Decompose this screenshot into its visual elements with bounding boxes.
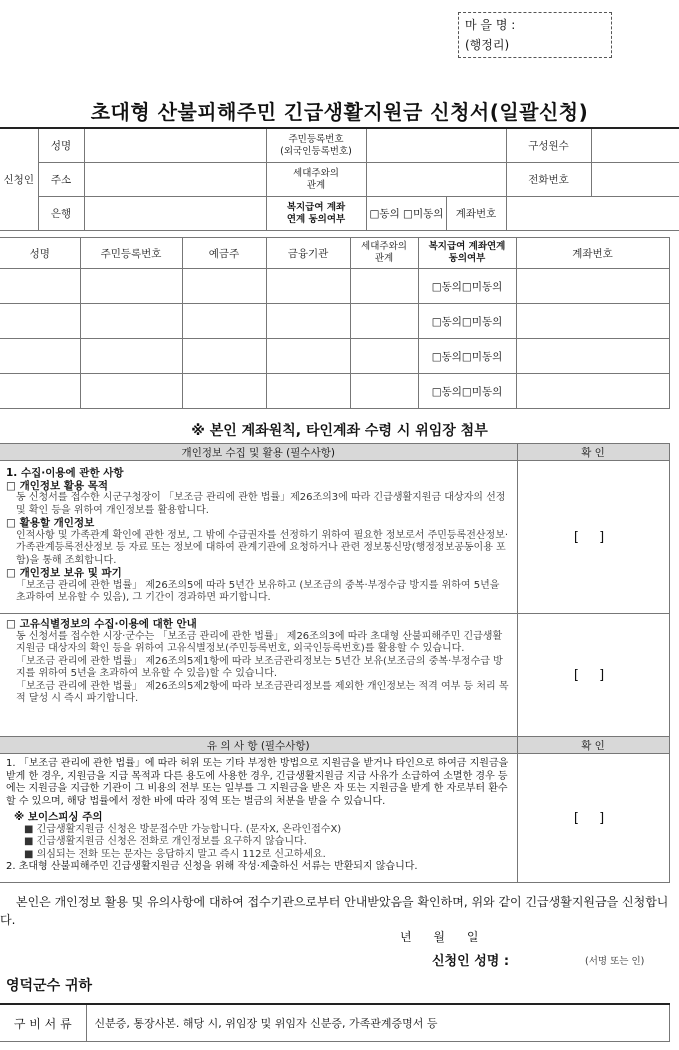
unique-text-2: 「보조금 관리에 관한 법률」 제26조의5제1항에 따라 보조금관리정보는 5년간 보유(보조금의 중복·부정수급 방지를 위하여 5년을 초과하여 보유할 수 있음)할 수 있습니다. — [16, 655, 503, 679]
member-cell[interactable] — [350, 269, 418, 304]
documents-table — [0, 1003, 670, 1042]
recipient: 영덕군수 귀하 — [6, 978, 93, 994]
privacy-confirm-1[interactable]: [ ] — [517, 461, 669, 614]
header-account: 계좌번호 — [516, 238, 669, 269]
documents-text: 신분증, 통장사본. 해당 시, 위임장 및 위임자 신분증, 가족관계증명서 등 — [86, 1004, 669, 1042]
member-cell[interactable] — [516, 339, 669, 374]
name-label: 성명 — [38, 128, 84, 163]
member-consent[interactable]: □동의□미동의 — [418, 339, 516, 374]
member-cell[interactable] — [516, 374, 669, 409]
consent-table — [0, 443, 670, 883]
member-cell[interactable] — [266, 339, 350, 374]
phishing-line-2: ■ 긴급생활지원금 신청은 전화로 개인정보를 요구하지 않습니다. — [24, 836, 307, 847]
member-cell[interactable] — [516, 304, 669, 339]
consent-label: 복지급여 계좌 연계 동의여부 — [266, 197, 366, 231]
village-sublabel: (행정리) — [465, 38, 510, 52]
unique-title: □ 고유식별정보의 수집·이용에 대한 안내 — [6, 618, 197, 630]
privacy-section-1 — [0, 461, 517, 614]
member-consent[interactable]: □동의□미동의 — [418, 269, 516, 304]
privacy-header: 개인정보 수집 및 활용 (필수사항) — [0, 444, 517, 461]
phishing-line-3: ■ 의심되는 전화 또는 문자는 응답하지 말고 즉시 112로 신고하세요. — [24, 848, 326, 860]
unique-text-1: 동 신청서를 접수한 시장·군수는 「보조금 관리에 관한 법률」 제26조의3에 따라 초대형 산불피해주민 긴급생활지원금 대상자의 확인 등을 위하여 고유식별정보(주민등록번호, 외국인등록번호)를 활용할 수 있습니다. — [16, 630, 503, 654]
privacy-sec1-title: 1. 수집·이용에 관한 사항 — [6, 467, 124, 479]
caution-item-1: 1. 「보조금 관리에 관한 법률」에 따라 허위 또는 기타 부정한 방법으로 지원금을 받거나 타인으로 하여금 지원금을 받게 한 경우, 지원금을 지급 목적과 다른 용도에 사용한 경우, 긴급생활지원금 지급 사유가 소급하여 소멸한 경우 등에는 지원금을 지급한 기관이 그 비용의 전부 또는 일부를 그 지원금을 받은 자 또는 지원금을 받게 한 자로부터 환수할 수 있으며, 해당 법률에서 정한 바에 따라 징역 또는 벌금의 처분을 받을 수 있습니다. — [6, 758, 509, 807]
member-cell[interactable] — [0, 374, 80, 409]
declaration-text: 본인은 개인정보 활용 및 유의사항에 대하여 접수기관으로부터 안내받았음을 확인하며, 위와 같이 긴급생활지원금을 신청합니다. — [0, 895, 669, 927]
header-institution: 금융기관 — [266, 238, 350, 269]
bank-label: 은행 — [38, 197, 84, 231]
retention-text: 「보조금 관리에 관한 법률」 제26조의5에 따라 5년간 보유하고 (보조금의 중복·부정수급 방지를 위하여 5년을 초과하여 보유할 수 있음), 그 기간이 경과하면 파기합니다. — [16, 579, 500, 603]
member-cell[interactable] — [0, 269, 80, 304]
account-field[interactable] — [506, 197, 679, 231]
member-cell[interactable] — [350, 374, 418, 409]
member-cell[interactable] — [80, 304, 182, 339]
unique-text-3: 「보조금 관리에 관한 법률」 제26조의5제2항에 따라 보조금관리정보를 제외한 개인정보는 적격 여부 등 처리 목적 달성 시 즉시 파기합니다. — [16, 680, 509, 704]
member-cell[interactable] — [182, 269, 266, 304]
member-consent[interactable]: □동의□미동의 — [418, 374, 516, 409]
documents-label: 구 비 서 류 — [0, 1004, 86, 1042]
village-box — [458, 12, 612, 58]
member-cell[interactable] — [182, 339, 266, 374]
phishing-line-1: ■ 긴급생활지원금 신청은 방문접수만 가능합니다. (문자X, 온라인접수X) — [24, 823, 342, 835]
applicant-table — [0, 127, 679, 231]
caution-confirm-header: 확 인 — [517, 737, 669, 754]
member-cell[interactable] — [0, 339, 80, 374]
header-depositor: 예금주 — [182, 238, 266, 269]
household-count-label: 구성원수 — [506, 128, 591, 163]
header-rrn: 주민등록번호 — [80, 238, 182, 269]
consent-checkboxes[interactable]: □동의 □미동의 — [366, 197, 446, 231]
retention-title: □ 개인정보 보유 및 파기 — [6, 567, 122, 579]
member-consent[interactable]: □동의□미동의 — [418, 304, 516, 339]
items-title: □ 활용할 개인정보 — [6, 517, 95, 529]
village-label: 마 을 명 : — [465, 18, 516, 32]
members-table — [0, 237, 670, 409]
rrn-label: 주민등록번호 (외국인등록번호) — [266, 128, 366, 163]
member-cell[interactable] — [80, 269, 182, 304]
member-cell[interactable] — [266, 269, 350, 304]
member-cell[interactable] — [350, 339, 418, 374]
member-cell[interactable] — [350, 304, 418, 339]
member-cell[interactable] — [266, 304, 350, 339]
phishing-title: ※ 보이스피싱 주의 — [14, 811, 103, 823]
member-cell[interactable] — [80, 374, 182, 409]
caution-header: 유 의 사 항 (필수사항) — [0, 737, 517, 754]
signature-label: 신청인 성명 : — [432, 954, 510, 969]
address-field[interactable] — [84, 163, 266, 197]
privacy-confirm-2[interactable]: [ ] — [517, 614, 669, 737]
name-field[interactable] — [84, 128, 266, 163]
household-count-field[interactable] — [591, 128, 679, 163]
member-cell[interactable] — [80, 339, 182, 374]
address-label: 주소 — [38, 163, 84, 197]
privacy-section-2 — [0, 614, 517, 737]
member-row — [0, 374, 669, 409]
page-title: 초대형 산불피해주민 긴급생활지원금 신청서(일괄신청) — [90, 100, 589, 124]
member-cell[interactable] — [0, 304, 80, 339]
caution-confirm[interactable]: [ ] — [517, 754, 669, 883]
header-name: 성명 — [0, 238, 80, 269]
header-consent: 복지급여 계좌연계 동의여부 — [418, 238, 516, 269]
phone-label: 전화번호 — [506, 163, 591, 197]
bank-field[interactable] — [84, 197, 266, 231]
rrn-field[interactable] — [366, 128, 506, 163]
privacy-confirm-header: 확 인 — [517, 444, 669, 461]
member-cell[interactable] — [516, 269, 669, 304]
header-relation: 세대주와의 관계 — [350, 238, 418, 269]
date-line: 년 월 일 — [400, 930, 479, 944]
caution-item-2: 2. 초대형 산불피해주민 긴급생활지원금 신청을 위해 작성·제출하신 서류는 반환되지 않습니다. — [6, 861, 418, 872]
relation-label: 세대주와의 관계 — [266, 163, 366, 197]
applicant-section-label: 신청인 — [0, 128, 38, 231]
member-cell[interactable] — [182, 304, 266, 339]
purpose-title: □ 개인정보 활용 목적 — [6, 479, 109, 492]
phone-field[interactable] — [591, 163, 679, 197]
member-row — [0, 269, 669, 304]
items-text: 인적사항 및 가족관계 확인에 관한 정보, 그 밖에 수급권자를 선정하기 위하여 필요한 정보로서 주민등록전산정보·가족관계등록전산정보 등 자료 또는 정보에 대하여 관계기관에 요청하거나 관련 정보통신망(행정정보공동이용 포함)을 통해 조회합니다. — [16, 529, 509, 566]
purpose-text: 동 신청서를 접수한 시군구청장이 「보조금 관리에 관한 법률」제26조의3에 따라 긴급생활지원금 대상자의 선정 및 확인 등을 위하여 개인정보를 활용합니다. — [16, 492, 506, 516]
relation-field[interactable] — [366, 163, 506, 197]
caution-section — [0, 754, 517, 883]
delegation-notice: ※ 본인 계좌원칙, 타인계좌 수령 시 위임장 첨부 — [191, 423, 488, 439]
member-cell[interactable] — [266, 374, 350, 409]
member-row — [0, 304, 669, 339]
member-row — [0, 339, 669, 374]
signature-note: (서명 또는 인) — [585, 956, 645, 967]
member-cell[interactable] — [182, 374, 266, 409]
account-label: 계좌번호 — [446, 197, 506, 231]
